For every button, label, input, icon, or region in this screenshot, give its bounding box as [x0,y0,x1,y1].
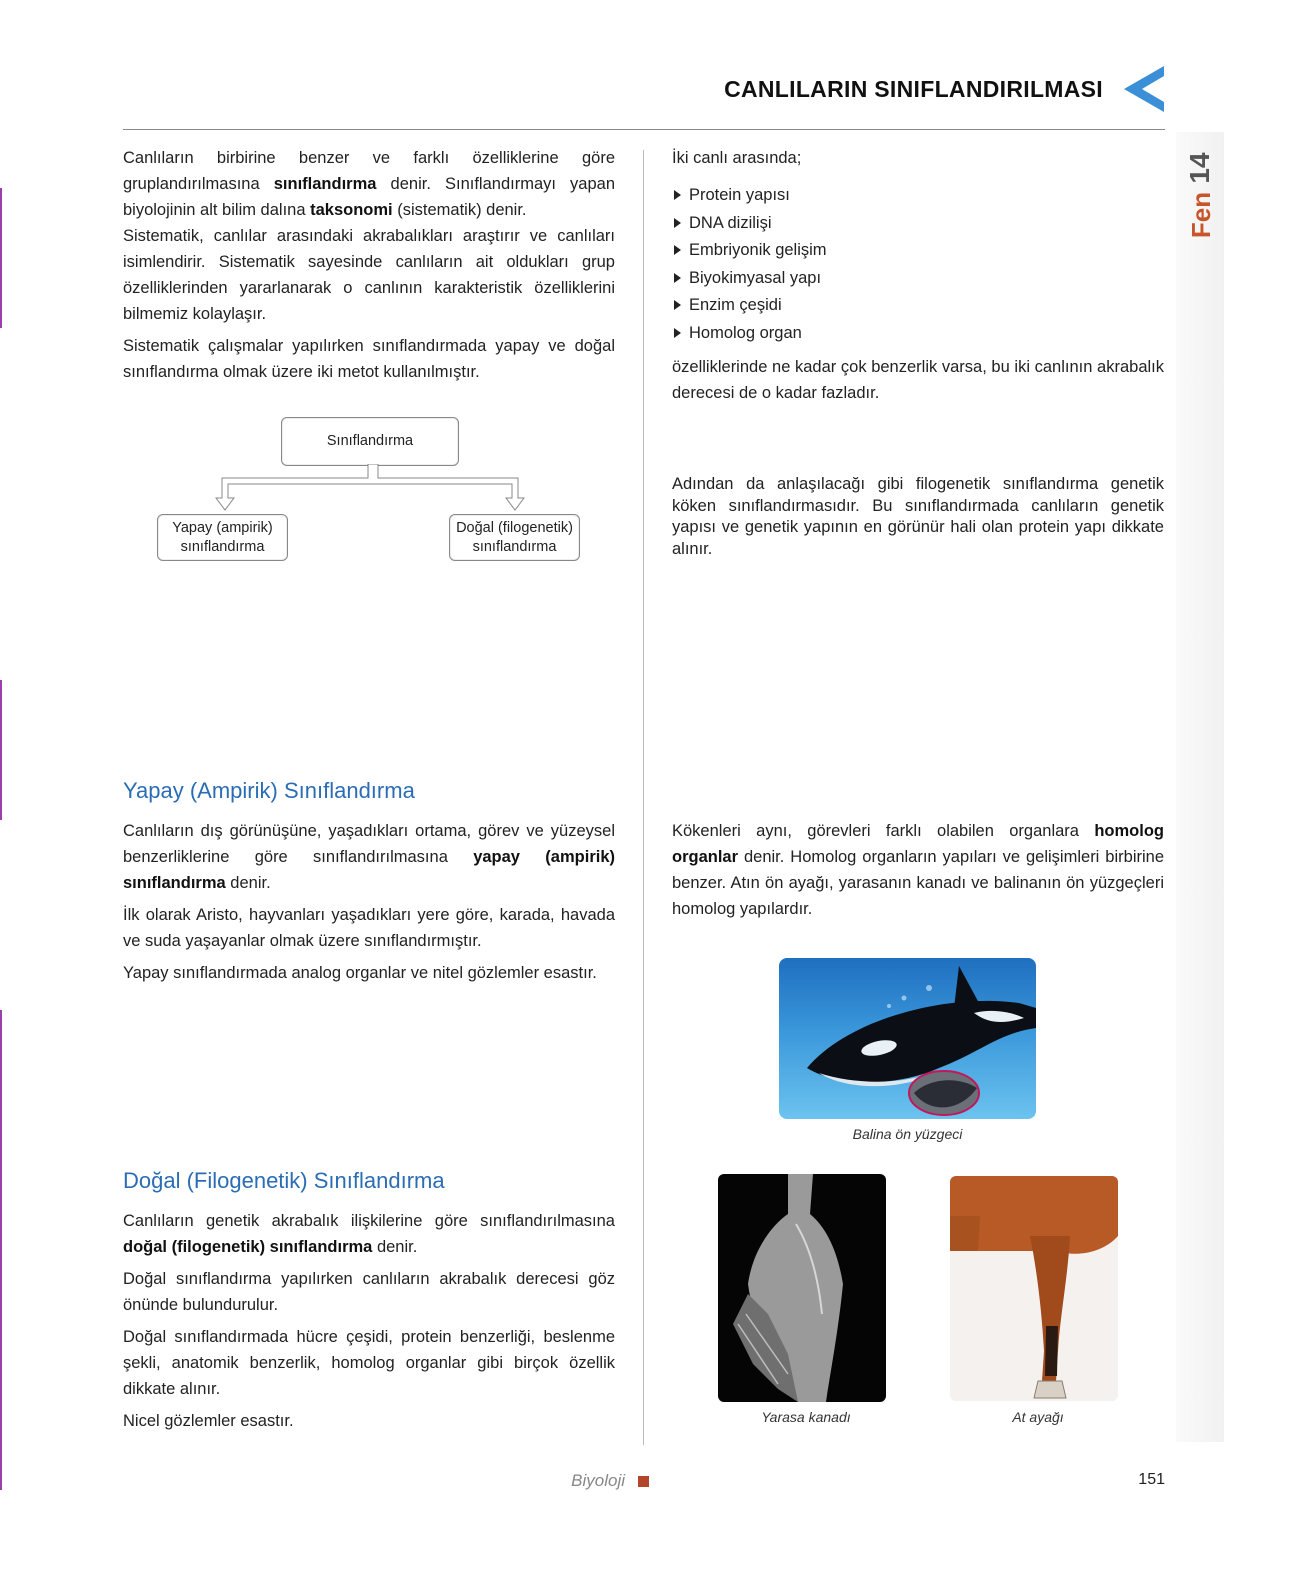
diagram-root-box: Sınıflandırma [281,417,459,466]
column-divider [643,150,644,1445]
text-span: denir. [225,874,271,892]
term-bold: sınıflandırma [273,175,377,193]
bat-illustration [718,1174,886,1402]
horse-illustration [950,1176,1118,1401]
yapay-paragraph-2: İlk olarak Aristo, hayvanları yaşadıkları yere göre, karada, havada ve suda yaşayanlar olmak üzere sınıflandırmıştır. [123,906,615,950]
text-span: (sistematik) denir. [392,201,527,219]
diagram-label: Doğal (filogenetik) [456,520,573,536]
dogal-paragraph-2: Doğal sınıflandırma yapılırken canlıların akrabalık derecesi göz önünde bulundurulur. [123,1270,615,1314]
whale-caption: Balina ön yüzgeci [852,1126,963,1142]
header-rule [123,129,1165,130]
dogal-paragraph-4: Nicel gözlemler esastır. [123,1412,294,1430]
after-bullets-paragraph: özelliklerinde ne kadar çok benzerlik varsa, bu iki canlının akrabalık derecesi de o kadar fazladır. [672,358,1164,402]
homolog-paragraph [672,818,1164,922]
side-tab [1176,132,1224,1442]
diagram-label: sınıflandırma [180,539,265,555]
footer-subject: Biyoloji [571,1471,625,1490]
dogal-paragraph-3: Doğal sınıflandırmada hücre çeşidi, protein benzerliği, beslenme şekli, anatomik benzerlik, homolog organlar gibi birçok özellik dikkate alınır. [123,1328,615,1398]
margin-mark [0,680,2,820]
term-bold: taksonomi [310,201,393,219]
list-item: Protein yapısı [672,182,1152,210]
whale-fin-image [779,958,1036,1119]
intro-paragraph-1 [123,145,615,223]
diagram-label: sınıflandırma [472,539,557,555]
similarity-list [672,182,1152,347]
diagram-right-child-box [449,514,580,561]
margin-mark [0,1010,2,1490]
horse-caption: At ayağı [1012,1409,1064,1425]
section-heading-yapay: Yapay (Ampirik) Sınıflandırma [123,778,415,803]
horse-leg-image [950,1176,1118,1401]
list-item: DNA dizilişi [672,210,1152,238]
bat-wing-image [718,1174,886,1402]
diagram-connector [210,464,530,516]
right-lead: İki canlı arasında; [672,149,802,167]
intro-paragraph-2: Sistematik, canlılar arasındaki akrabalıkları araştırır ve canlıları isimlendirir. Sistematik sayesinde canlıların ait oldukları grup özelliklerinden yararlanarak o canlının karakteristik özelliklerini bilmemiz kolaylaşır. [123,227,615,323]
list-item: Embriyonik gelişim [672,237,1152,265]
text-span: denir. Sınıflandırmayı yapan biyolojinin alt bilim dalına [123,175,615,219]
filogenetik-paragraph: Adından da anlaşılacağı gibi filogenetik sınıflandırma genetik köken sınıflandırmasıdır. Bu sınıflandırmada canlıların genetik yapısı ve genetik yapının en görünür hali olan protein yapı dikkate alınır. [672,475,1164,558]
list-item: Biyokimyasal yapı [672,265,1152,293]
chevron-left-icon [1124,66,1168,112]
text-span: Canlıların genetik akrabalık ilişkilerine göre sınıflandırılmasına [123,1212,615,1230]
bat-caption: Yarasa kanadı [761,1409,851,1425]
text-span: Kökenleri aynı, görevleri farklı olabilen organlara [672,822,1095,840]
term-bold: doğal (filogenetik) sınıflandırma [123,1238,373,1256]
page-header-title: CANLILARIN SINIFLANDIRILMASI [724,76,1103,102]
footer-square-icon [638,1476,649,1487]
term-bold: yapay (ampirik) sınıflandırma [123,848,615,892]
list-item: Enzim çeşidi [672,292,1152,320]
section-heading-dogal: Doğal (Filogenetik) Sınıflandırma [123,1168,445,1193]
side-tab-label: Fen [1186,191,1216,239]
list-item: Homolog organ [672,320,1152,348]
text-span: Canlıların birbirine benzer ve farklı özelliklerine göre gruplandırılmasına [123,149,615,193]
text-span: denir. [372,1238,418,1256]
dogal-paragraph-1 [123,1208,615,1260]
yapay-paragraph-3: Yapay sınıflandırmada analog organlar ve nitel gözlemler esastır. [123,964,597,982]
side-tab-number: 14 [1184,152,1215,184]
diagram-left-child-box [157,514,288,561]
page-number: 151 [1138,1471,1165,1488]
term-bold: homolog organlar [672,822,1164,866]
yapay-paragraph-1 [123,818,615,896]
text-span: Canlıların dış görünüşüne, yaşadıkları ortama, görev ve yüzeysel benzerliklerine göre sınıflandırılmasına [123,822,615,866]
diagram-label: Yapay (ampirik) [172,520,273,536]
whale-illustration [779,958,1036,1119]
intro-paragraph-3: Sistematik çalışmalar yapılırken sınıflandırmada yapay ve doğal sınıflandırma olmak üzere iki metot kullanılmıştır. [123,337,615,381]
margin-mark [0,188,2,328]
text-span: denir. Homolog organların yapıları ve gelişimleri birbirine benzer. Atın ön ayağı, yarasanın kanadı ve balinanın ön yüzgeçleri homolog yapılardır. [672,848,1164,918]
